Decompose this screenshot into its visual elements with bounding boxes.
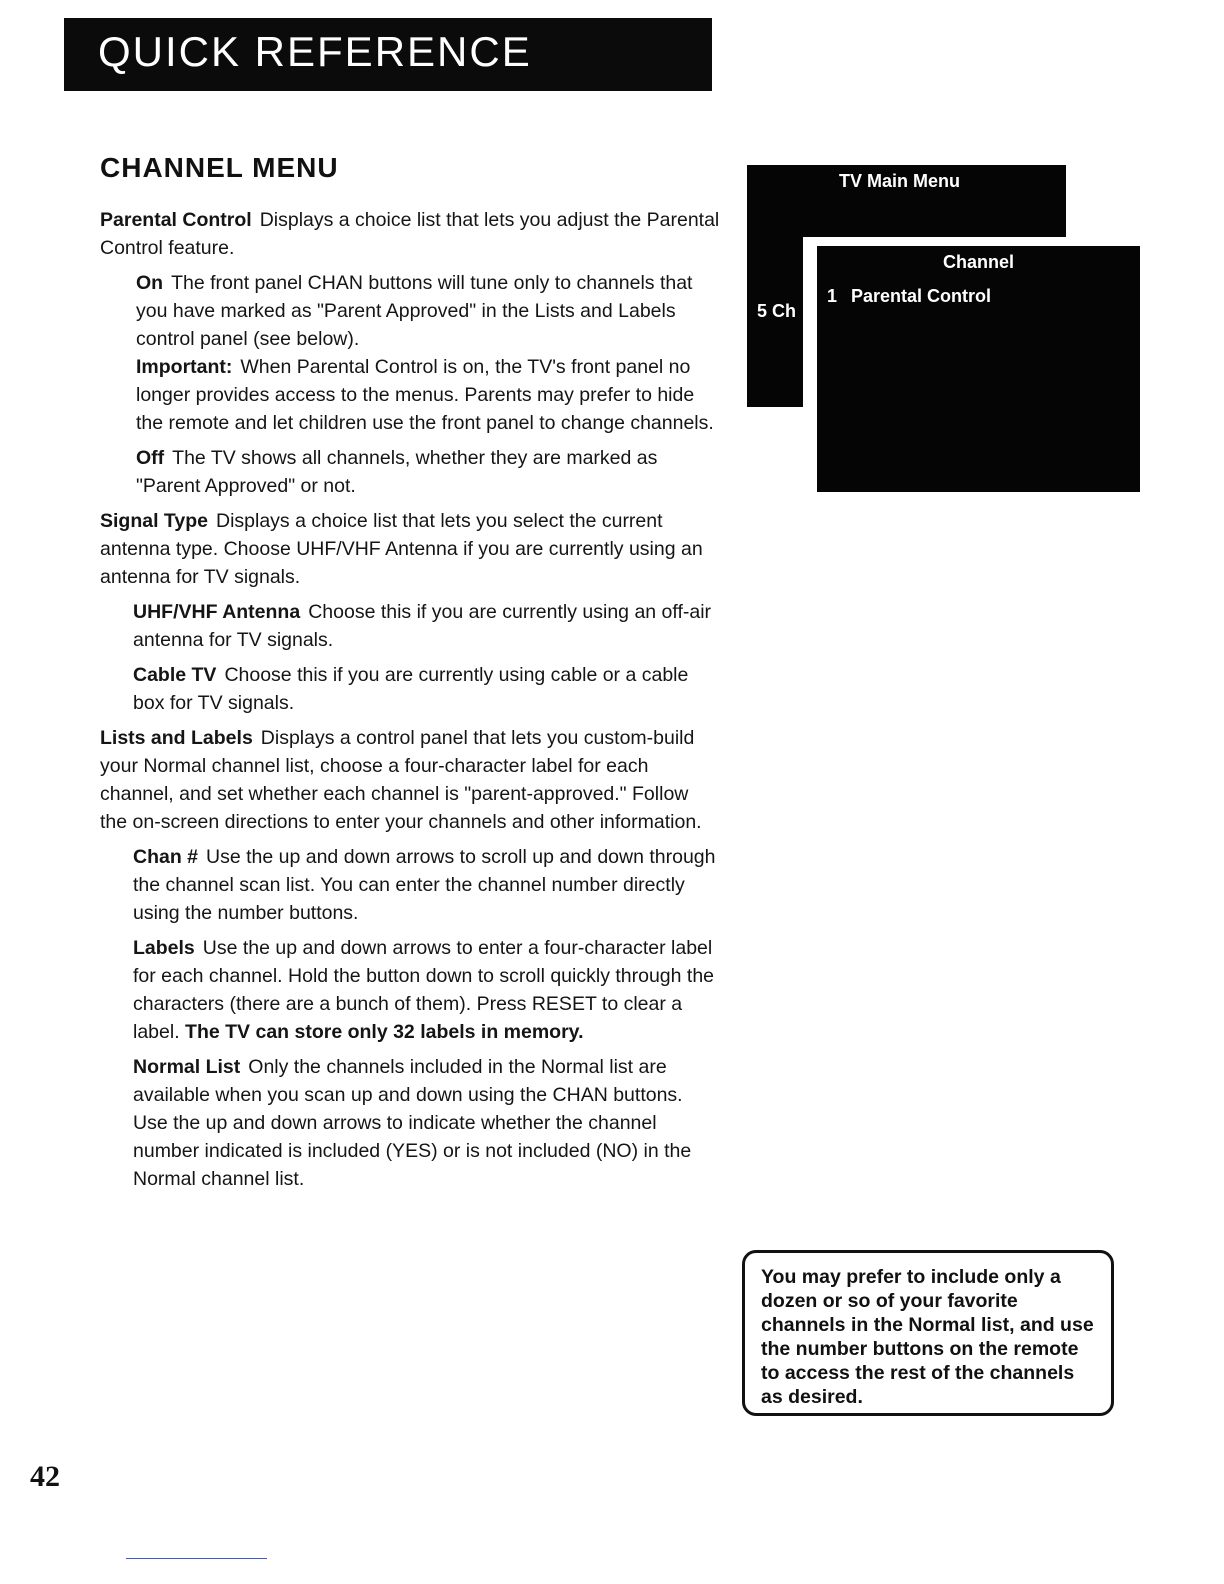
- on-term: On: [136, 272, 164, 294]
- chan-num-entry: [133, 843, 720, 927]
- tip-callout-text: You may prefer to include only a dozen or so of your favorite channels in the Normal list, and use the number buttons on the remote to access the rest of the channels as desired.: [761, 1266, 1094, 1408]
- uhf-vhf-entry: [133, 598, 720, 654]
- lists-labels-term: Lists and Labels: [100, 727, 253, 749]
- normal-list-text: Only the channels included in the Normal list are available when you scan up and down using the CHAN buttons. Use the up and down arrows to indicate whether the channel number indicated is included (YES) or is not included (NO) in the Normal channel list.: [133, 1056, 692, 1190]
- page-number: 42: [30, 1460, 60, 1493]
- normal-list-entry: [133, 1053, 720, 1193]
- chan-num-text: Use the up and down arrows to scroll up and down through the channel scan list. You can enter the channel number directly using the number buttons.: [133, 846, 716, 924]
- on-text: The front panel CHAN buttons will tune only to channels that you have marked as "Parent Approved" in the Lists and Labels control panel (see below).: [136, 272, 693, 350]
- signal-type-text: Displays a choice list that lets you select the current antenna type. Choose UHF/VHF Antenna if you are currently using an antenna for TV signals.: [100, 510, 703, 588]
- lists-labels-entry: [100, 724, 720, 836]
- tv-channel-menu-item-label: Parental Control: [851, 286, 992, 306]
- tv-channel-menu-item-number: 1: [827, 286, 838, 306]
- on-entry: [136, 269, 720, 353]
- important-text: When Parental Control is on, the TV's front panel no longer provides access to the menus. Parents may prefer to hide the remote and let children use the front panel to change channels.: [136, 356, 714, 434]
- uhf-vhf-term: UHF/VHF Antenna: [133, 601, 301, 623]
- tv-main-menu-title: TV Main Menu: [839, 171, 960, 191]
- normal-list-term: Normal List: [133, 1056, 241, 1078]
- parental-control-text: Displays a choice list that lets you adjust the Parental Control feature.: [100, 209, 720, 259]
- cable-tv-entry: [133, 661, 720, 717]
- signal-type-entry: [100, 507, 720, 591]
- tv-main-menu-item: 5 Ch: [757, 301, 797, 321]
- signal-type-term: Signal Type: [100, 510, 208, 532]
- labels-term: Labels: [133, 937, 195, 959]
- tv-channel-menu-item: [827, 286, 991, 307]
- page-header-title: QUICK REFERENCE: [98, 28, 532, 75]
- parental-control-entry: [100, 206, 720, 262]
- tv-channel-menu-screen: [817, 246, 1140, 492]
- header-bar: [64, 18, 712, 91]
- tv-channel-menu-title: Channel: [942, 252, 1014, 272]
- labels-bold-text: The TV can store only 32 labels in memory.: [185, 1021, 584, 1043]
- important-term: Important:: [136, 356, 233, 378]
- important-entry: [136, 353, 720, 437]
- off-term: Off: [136, 447, 165, 469]
- cable-tv-term: Cable TV: [133, 664, 217, 686]
- labels-entry: [133, 934, 720, 1046]
- tip-callout: [742, 1250, 1114, 1416]
- off-text: The TV shows all channels, whether they are marked as "Parent Approved" or not.: [136, 447, 658, 497]
- section-title: CHANNEL MENU: [100, 152, 339, 183]
- uhf-vhf-text: Choose this if you are currently using an off-air antenna for TV signals.: [133, 601, 712, 651]
- chan-num-term: Chan #: [133, 846, 199, 868]
- footer-rule: [126, 1558, 267, 1559]
- parental-control-term: Parental Control: [100, 209, 252, 231]
- lists-labels-text: Displays a control panel that lets you custom-build your Normal channel list, choose a four-character label for each channel, and set whether each channel is "parent-approved." Follow the on-screen directions to enter your channels and other information.: [100, 727, 702, 833]
- main-content: [100, 206, 720, 1200]
- labels-text: Use the up and down arrows to enter a four-character label for each channel. Hold the button down to scroll quickly through the characters (there are a bunch of them). Press RESET to clear a label.: [133, 937, 715, 1043]
- cable-tv-text: Choose this if you are currently using cable or a cable box for TV signals.: [133, 664, 689, 714]
- off-entry: [136, 444, 720, 500]
